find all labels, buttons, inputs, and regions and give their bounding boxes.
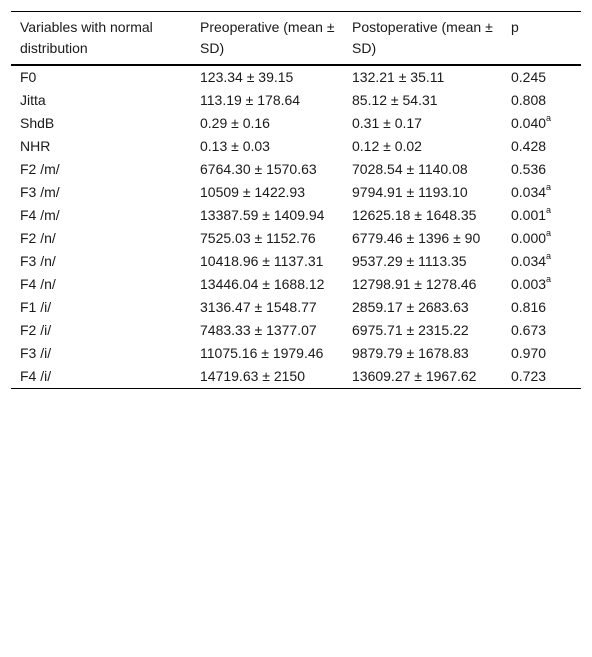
p-value: 0.808 [511, 92, 547, 108]
cell-p [511, 135, 581, 158]
table-row [11, 319, 581, 342]
p-value: 0.673 [511, 322, 547, 338]
header-row [11, 12, 581, 66]
p-value: 0.000 [511, 230, 547, 246]
p-value: 0.003 [511, 276, 547, 292]
p-value: 0.034 [511, 184, 547, 200]
table-row [11, 158, 581, 181]
cell-preoperative: 11075.16 ± 1979.46 [200, 345, 324, 361]
cell-postoperative: 12625.18 ± 1648.35 [352, 207, 477, 223]
cell-postoperative: 85.12 ± 54.31 [352, 92, 438, 108]
p-value: 0.816 [511, 299, 547, 315]
cell-postoperative: 9879.79 ± 1678.83 [352, 345, 469, 361]
table-row [11, 296, 581, 319]
cell-p [511, 204, 581, 227]
p-value: 0.428 [511, 138, 547, 154]
cell-preoperative: 13446.04 ± 1688.12 [200, 276, 325, 292]
table-row [11, 89, 581, 112]
cell-postoperative: 0.31 ± 0.17 [352, 115, 422, 131]
significance-footnote-mark: a [546, 182, 552, 193]
significance-footnote-mark: a [546, 205, 552, 216]
cell-p [511, 65, 581, 89]
table-header [11, 12, 581, 66]
cell-p [511, 342, 581, 365]
table-row [11, 365, 581, 389]
cell-preoperative: 3136.47 ± 1548.77 [200, 299, 317, 315]
cell-postoperative: 12798.91 ± 1278.46 [352, 276, 477, 292]
significance-footnote-mark: a [546, 251, 552, 262]
table-row [11, 181, 581, 204]
table-row [11, 250, 581, 273]
cell-p [511, 273, 581, 296]
cell-p [511, 250, 581, 273]
cell-preoperative: 113.19 ± 178.64 [200, 92, 301, 108]
cell-p [511, 158, 581, 181]
cell-preoperative: 7483.33 ± 1377.07 [200, 322, 317, 338]
cell-variable: F2 /n/ [20, 230, 56, 246]
cell-p [511, 112, 581, 135]
p-value: 0.723 [511, 368, 547, 384]
cell-variable: Jitta [20, 92, 46, 108]
cell-postoperative: 9537.29 ± 1113.35 [352, 253, 467, 269]
p-value: 0.970 [511, 345, 547, 361]
cell-p [511, 227, 581, 250]
cell-variable: ShdB [20, 115, 55, 131]
cell-postoperative: 13609.27 ± 1967.62 [352, 368, 477, 384]
p-value: 0.536 [511, 161, 547, 177]
table-row [11, 65, 581, 89]
cell-p [511, 296, 581, 319]
table-row [11, 273, 581, 296]
cell-variable: NHR [20, 138, 51, 154]
results-table-container [11, 11, 581, 389]
cell-p [511, 319, 581, 342]
table-row [11, 112, 581, 135]
cell-preoperative: 10509 ± 1422.93 [200, 184, 305, 200]
header-postoperative: Postoperative (mean ± SD) [352, 19, 493, 56]
cell-variable: F2 /m/ [20, 161, 60, 177]
cell-variable: F4 /m/ [20, 207, 60, 223]
header-preoperative: Preoperative (mean ± SD) [200, 19, 335, 56]
results-table [11, 11, 581, 389]
cell-postoperative: 9794.91 ± 1193.10 [352, 184, 468, 200]
cell-postoperative: 6779.46 ± 1396 ± 90 [352, 230, 481, 246]
p-value: 0.034 [511, 253, 547, 269]
significance-footnote-mark: a [546, 228, 552, 239]
cell-preoperative: 123.34 ± 39.15 [200, 69, 294, 85]
table-row [11, 342, 581, 365]
cell-preoperative: 10418.96 ± 1137.31 [200, 253, 324, 269]
cell-postoperative: 132.21 ± 35.11 [352, 69, 445, 85]
cell-postoperative: 2859.17 ± 2683.63 [352, 299, 469, 315]
cell-preoperative: 0.29 ± 0.16 [200, 115, 270, 131]
cell-p [511, 365, 581, 389]
p-value: 0.245 [511, 69, 547, 85]
cell-variable: F3 /i/ [20, 345, 52, 361]
header-variables: Variables with normal distribution [20, 19, 153, 56]
cell-variable: F3 /n/ [20, 253, 56, 269]
table-body [11, 65, 581, 389]
cell-preoperative: 14719.63 ± 2150 [200, 368, 305, 384]
cell-postoperative: 7028.54 ± 1140.08 [352, 161, 468, 177]
cell-variable: F3 /m/ [20, 184, 60, 200]
cell-preoperative: 6764.30 ± 1570.63 [200, 161, 317, 177]
cell-variable: F1 /i/ [20, 299, 52, 315]
p-value: 0.040 [511, 115, 547, 131]
cell-preoperative: 13387.59 ± 1409.94 [200, 207, 325, 223]
cell-postoperative: 6975.71 ± 2315.22 [352, 322, 469, 338]
significance-footnote-mark: a [546, 274, 552, 285]
cell-variable: F0 [20, 69, 37, 85]
significance-footnote-mark: a [546, 113, 552, 124]
cell-preoperative: 7525.03 ± 1152.76 [200, 230, 316, 246]
cell-preoperative: 0.13 ± 0.03 [200, 138, 270, 154]
cell-p [511, 181, 581, 204]
cell-p [511, 89, 581, 112]
header-p: p [511, 19, 519, 35]
table-row [11, 135, 581, 158]
table-row [11, 204, 581, 227]
p-value: 0.001 [511, 207, 547, 223]
cell-variable: F4 /n/ [20, 276, 56, 292]
cell-postoperative: 0.12 ± 0.02 [352, 138, 422, 154]
cell-variable: F2 /i/ [20, 322, 52, 338]
table-row [11, 227, 581, 250]
cell-variable: F4 /i/ [20, 368, 52, 384]
